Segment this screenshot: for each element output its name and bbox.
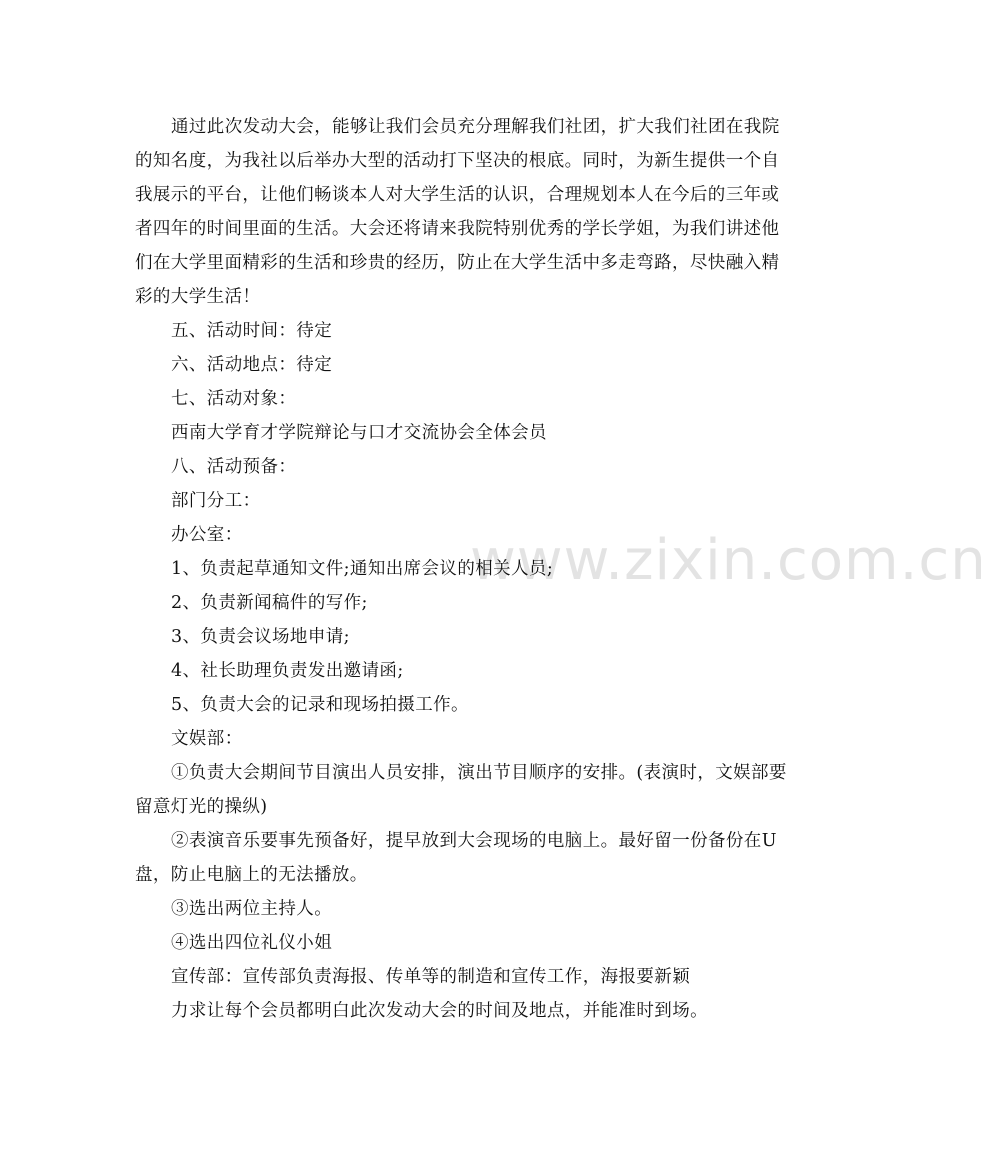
activity-time: 五、活动时间：待定	[171, 321, 333, 341]
intro-paragraph: 通过此次发动大会，能够让我们会员充分理解我们社团，扩大我们社团在我院的知名度，为我社以后举办大型的活动打下坚决的根底。同时，为新生提供一个自我展示的平台，让他们畅谈本人对大学生活的认识，合理规划本人在今后的三年或者四年的时间里面的生活。大会还将请来我院特别优秀的学长学姐，为我们讲述他们在大学里面精彩的生活和珍贵的经历，防止在大学生活中多走弯路，尽快融入精彩的大学生活！	[135, 117, 780, 307]
document-body	[135, 110, 795, 1028]
office-task: 2、负责新闻稿件的写作;	[171, 593, 368, 613]
activity-target-heading: 七、活动对象：	[171, 389, 297, 409]
office-task: 1、负责起草通知文件;通知出席会议的相关人员;	[171, 559, 554, 579]
publicity-goal: 力求让每个会员都明白此次发动大会的时间及地点，并能准时到场。	[171, 1001, 708, 1021]
entertainment-task: ②表演音乐要事先预备好，提早放到大会现场的电脑上。最好留一份备份在U盘，防止电脑上的无法播放。	[135, 831, 777, 885]
office-task: 4、社长助理负责发出邀请函;	[171, 661, 404, 681]
office-task: 3、负责会议场地申请;	[171, 627, 350, 647]
office-heading: 办公室：	[171, 525, 243, 545]
publicity-paragraph: 宣传部：宣传部负责海报、传单等的制造和宣传工作，海报要新颖	[171, 967, 691, 987]
entertainment-task: ③选出两位主持人。	[171, 899, 333, 919]
entertainment-heading: 文娱部：	[171, 729, 243, 749]
division-heading: 部门分工：	[171, 491, 261, 511]
entertainment-task: ①负责大会期间节目演出人员安排，演出节目顺序的安排。(表演时，文娱部要留意灯光的操纵)	[135, 763, 787, 817]
watermark: www.zixin.com.cn	[470, 528, 987, 593]
activity-preparation-heading: 八、活动预备：	[171, 457, 297, 477]
activity-location: 六、活动地点：待定	[171, 355, 333, 375]
entertainment-task: ④选出四位礼仪小姐	[171, 933, 333, 953]
activity-target: 西南大学育才学院辩论与口才交流协会全体会员	[171, 423, 547, 443]
office-task: 5、负责大会的记录和现场拍摄工作。	[171, 695, 469, 715]
